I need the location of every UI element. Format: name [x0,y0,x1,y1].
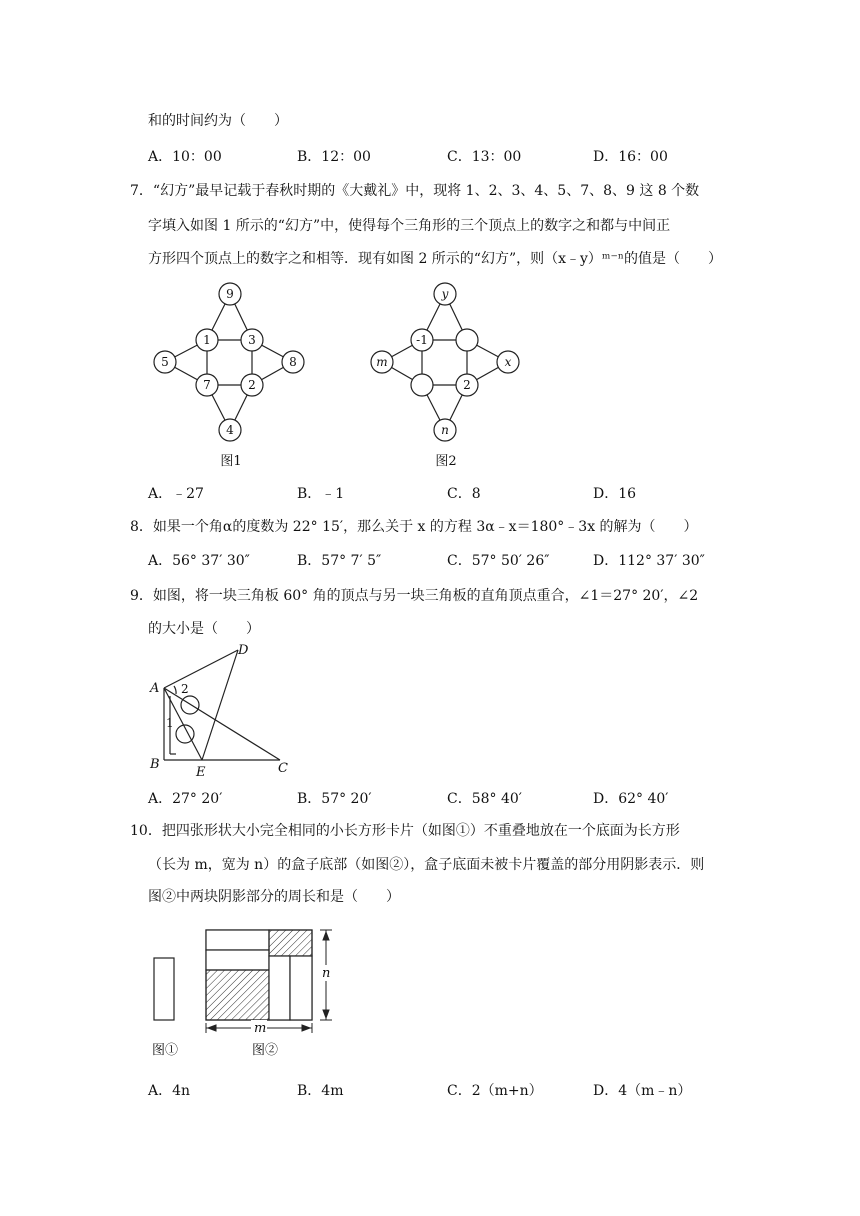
q10-text-line2: （长为 m，宽为 n）的盒子底部（如图②），盒子底面未被卡片覆盖的部分用阴影表示．则 [148,857,705,873]
fig1-label-8: 8 [289,355,297,369]
fig1-label-2: 2 [248,378,256,392]
q10-option-d[interactable]: D．4（m﹣n） [593,1083,692,1099]
q8-option-d[interactable]: D．112° 37′ 30″ [593,553,705,569]
triangle-rulers-figure [140,640,300,780]
q9-option-a[interactable]: A．27° 20′ [148,791,223,807]
q9-label-B: B [150,757,160,772]
cards-in-box-figure [140,920,360,1065]
shaded-region-1 [206,970,269,1020]
fig1-label-7: 7 [203,378,211,392]
q6-option-c[interactable]: C．13：00 [447,149,522,165]
fig2-label-y: y [441,287,449,301]
magic-square-figure-1 [145,278,320,473]
fig1-caption: 图1 [220,454,242,469]
fig2-label-2: 2 [463,378,471,392]
q6-option-b[interactable]: B．12：00 [297,149,371,165]
q8-option-b[interactable]: B．57° 7′ 5″ [297,553,382,569]
shaded-region-2 [269,930,312,956]
q7-text-line2: 字填入如图 1 所示的“幻方”中，使得每个三角形的三个顶点上的数字之和都与中间正 [148,218,671,234]
fig2-caption: 图2 [435,454,457,469]
card-figure-1 [154,958,174,1020]
q10-label-m: m [254,1021,267,1036]
fig2-label-neg1: -1 [416,333,428,347]
fig1-label-1: 1 [203,333,211,347]
q10-option-b[interactable]: B．4m [297,1083,344,1099]
q10-caption-2: 图② [252,1043,279,1058]
q8-option-c[interactable]: C．57° 50′ 26″ [447,553,550,569]
q9-option-c[interactable]: C．58° 40′ [447,791,522,807]
fig2-label-x: x [504,355,512,369]
q9-text-line2: 的大小是（ ） [148,621,260,637]
q10-caption-1: 图① [152,1043,179,1058]
q10-option-a[interactable]: A．4n [148,1083,191,1099]
q10-text-line1: 10．把四张形状大小完全相同的小长方形卡片（如图①）不重叠地放在一个底面为长方形 [130,823,680,839]
q6-option-a[interactable]: A．10：00 [148,149,222,165]
q9-label-D: D [238,643,249,658]
q7-text-line3: 方形四个顶点上的数字之和相等．现有如图 2 所示的“幻方”，则（x﹣y）ᵐ⁻ⁿ的值是（ ） [148,251,722,267]
q8-text-line1: 8．如果一个角α的度数为 22° 15′，那么关于 x 的方程 3α﹣x＝180°﹣3x 的解为（ ） [130,519,698,535]
q7-text-line1: 7．“幻方”最早记载于春秋时期的《大戴礼》中，现将 1、2、3、4、5、7、8、9 这 8 个数 [130,183,700,199]
fig2-label-n: n [441,423,449,437]
q9-label-A: A [150,681,160,696]
q8-option-a[interactable]: A．56° 37′ 30″ [148,553,250,569]
q9-label-C: C [278,761,288,776]
magic-square-figure-2 [360,278,535,473]
fig1-label-3: 3 [248,333,256,347]
q10-text-line3: 图②中两块阴影部分的周长和是（ ） [148,889,400,905]
fig1-label-9: 9 [226,287,234,301]
fig1-label-4: 4 [226,423,234,437]
q7-option-a[interactable]: A．﹣27 [148,486,204,502]
q9-option-d[interactable]: D．62° 40′ [593,791,669,807]
q9-text-line1: 9．如图，将一块三角板 60° 角的顶点与另一块三角板的直角顶点重合，∠1＝27° 20′，∠2 [130,588,699,604]
q6-option-d[interactable]: D．16：00 [593,149,668,165]
q9-angle-1: 1 [166,716,174,730]
q10-option-c[interactable]: C．2（m+n） [447,1083,543,1099]
q9-angle-2: 2 [181,682,189,696]
fig2-label-m: m [376,355,388,369]
q9-option-b[interactable]: B．57° 20′ [297,791,372,807]
q7-option-d[interactable]: D．16 [593,486,637,502]
fig1-label-5: 5 [161,355,169,369]
q6-text-tail: 和的时间约为（ ） [148,113,288,129]
q7-option-b[interactable]: B．﹣1 [297,486,345,502]
q10-label-n: n [322,966,331,981]
q7-option-c[interactable]: C．8 [447,486,481,502]
q9-label-E: E [196,765,206,780]
